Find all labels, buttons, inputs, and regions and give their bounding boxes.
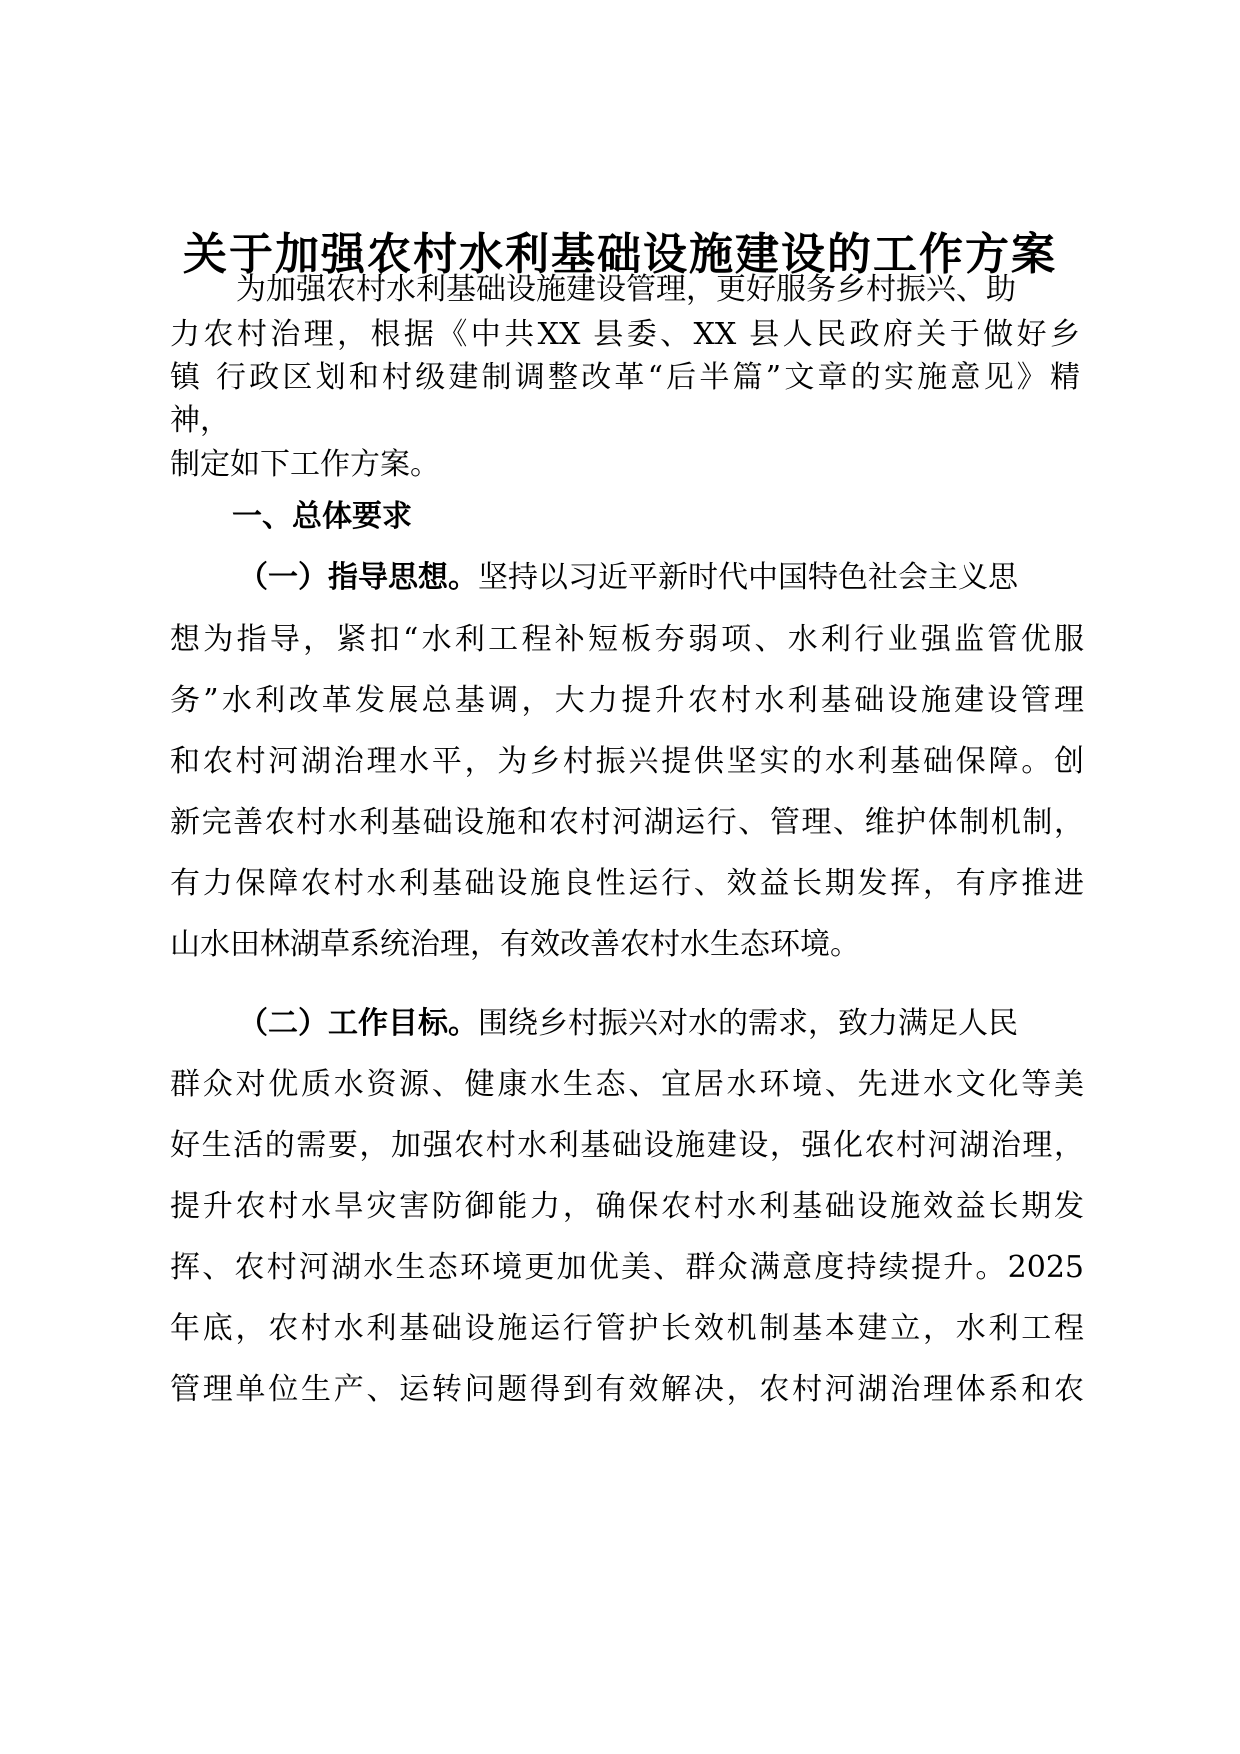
paragraph-guiding-ideology-line-1 [238,558,1018,598]
intro-line-4: 神， [170,403,230,438]
paragraph-guiding-ideology-line-4: 和农村河湖治理水平，为乡村振兴提供坚实的水利基础保障。创 [170,744,1084,779]
intro-line-5: 制定如下工作方案。 [170,447,440,482]
paragraph-guiding-ideology-line-3: 务”水利改革发展总基调，大力提升农村水利基础设施建设管理 [170,683,1084,718]
paragraph-work-goals-line-3: 好生活的需要，加强农村水利基础设施建设，强化农村河湖治理， [170,1128,1084,1163]
paragraph-work-goals-line-5: 挥、农村河湖水生态环境更加优美、群众满意度持续提升。2025 [170,1250,1084,1285]
paragraph-work-goals-line-1 [238,1004,1018,1044]
paragraph-work-goals-line-6: 年底，农村水利基础设施运行管护长效机制基本建立，水利工程 [170,1311,1084,1346]
paragraph-lead-work-goals: （二）工作目标。 [238,1006,478,1041]
intro-line-3: 镇 行政区划和村级建制调整改革“后半篇”文章的实施意见》精 [170,360,1080,395]
paragraph-guiding-ideology-line-5: 新完善农村水利基础设施和农村河湖运行、管理、维护体制机制， [170,805,1084,840]
section-heading-general-requirements: 一、总体要求 [232,499,412,534]
paragraph-guiding-ideology-line-7: 山水田林湖草系统治理，有效改善农村水生态环境。 [170,927,860,962]
paragraph-guiding-ideology-line-6: 有力保障农村水利基础设施良性运行、效益长期发挥，有序推进 [170,866,1084,901]
paragraph-work-goals-line-2: 群众对优质水资源、健康水生态、宜居水环境、先进水文化等美 [170,1067,1084,1102]
paragraph-text: 围绕乡村振兴对水的需求，致力满足人民 [478,1006,1018,1041]
paragraph-work-goals-line-7: 管理单位生产、运转问题得到有效解决，农村河湖治理体系和农 [170,1372,1084,1407]
paragraph-guiding-ideology-line-2: 想为指导，紧扣“水利工程补短板夯弱项、水利行业强监管优服 [170,622,1084,657]
paragraph-lead-guiding-ideology: （一）指导思想。 [238,560,478,595]
document-title: 关于加强农村水利基础设施建设的工作方案 [183,229,1057,280]
intro-line-2: 力农村治理，根据《中共XX 县委、XX 县人民政府关于做好乡 [170,317,1080,352]
paragraph-text: 坚持以习近平新时代中国特色社会主义思 [478,560,1018,595]
paragraph-work-goals-line-4: 提升农村水旱灾害防御能力，确保农村水利基础设施效益长期发 [170,1189,1084,1224]
intro-line-1: 为加强农村水利基础设施建设管理，更好服务乡村振兴、助 [236,272,1016,307]
